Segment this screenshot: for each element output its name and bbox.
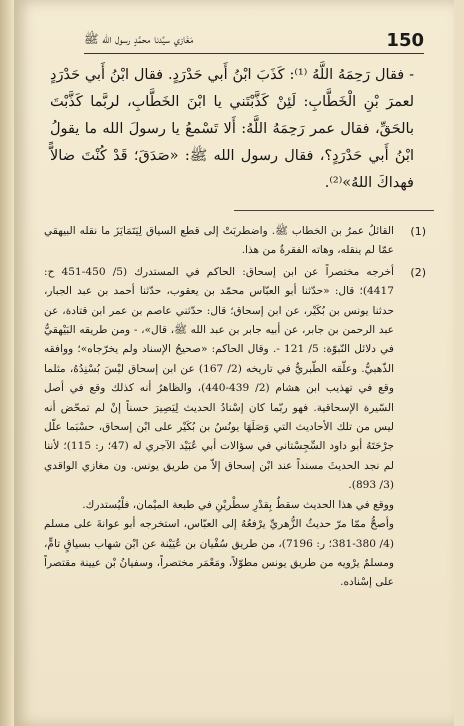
footnote-number: (2): [410, 265, 426, 279]
running-head: مَغَازي سيِّدنا محمَّدٍ رسول الله ﷺ: [84, 32, 194, 46]
page-header: [44, 24, 424, 54]
footnote-text: ووقع في هذا الحديث سقطٌ بِقدْرِ سطْريْنِ في طبعة الميْمان، فلْيُستدرك.: [82, 498, 394, 511]
footnote-text: وأصحُّ ممّا مرّ حديثُ الزُّهريِّ يرْفعُهُ إلى العبّاس، استخرجه أبو عوانةَ على مسلم (4/ 380-381؛ ر: 7196)، من طريق سُفْيان بن عُيَيْنة عن ابْن شهاب بسياقٍ تامٍّ، ومسلمٌ يرْويه من طريق يونس مطوّلاً، ومَعْمَر مختصراً، وسفيانُ بْن عيينة مقتصراً على إسْناده.: [44, 518, 394, 589]
footnote-2: [44, 263, 426, 593]
book-page: [14, 0, 454, 726]
footnote-separator: [234, 210, 434, 211]
main-paragraph: - فقال رَحِمَهُ اللَّهُ ⁽¹⁾: كَذَبَ ابْنُ أَبي حَدْرَدٍ. فقال ابْنُ أَبي حَدْرَدٍ لعمرَ بْنِ الْخَطَّابِ: لَئِنْ كَذَّبْتَني يا ابْنَ الخَطَّابِ، لربَّما كَذَّبْتَ بالحَقِّ، فقال عمر رَحِمَهُ اللَّهُ: أَلا تَسْمعُ يا رسولَ الله ما يقولُ ابْنُ أَبي حَدْرَدٍ؟، فقال رسول الله ﷺ: «صَدَقَ؛ قَدْ كُنْتَ ضالاًّ فهداكَ اللهُ»⁽²⁾.: [50, 67, 414, 191]
footnote-1: [44, 222, 426, 261]
footnotes: [44, 222, 426, 595]
page-number: 150: [386, 30, 424, 51]
header-rule: [84, 53, 424, 54]
main-text: [50, 62, 414, 197]
footnote-number: (1): [410, 225, 426, 238]
footnote-text: أخرجه مختصراً عن ابن إسحاق: الحاكم في المستدرك (5/ 450-451 ح: 4417)؛ قال: «حدّثنا أبو العبّاس محمّد بن يعقوب، حدّثنا أحمد بن عبد الجبار، حدثنا يونس بن بُكَيْر، عن ابن إسحاق؛ قال: حدّثني عاصم بن عمر ابن قتادة، عن عبد الرحمن بن جابر، عن أبيه جابر بن عبد الله ﷺ، قال»، - ومن طريقه البَيْهقيُّ في دلائل النّبوّة: 5/ 121 -. وقال الحاكم: «صحيحُ الإسناد ولم يخرّجاه»؛ ووافقه الذّهبيُّ. وعلّقه الطّبريُّ في تاريخه (2/ 167) عن ابن إسحاق ليْسَ بُسْنِدُهُ، مثلما وقع في تهذيب ابن هشام (2/ 439-440)، والظاهرُ أنه كذلك وقع في أصل السّيرة الإسحاقية. فهو ربّما كان إسْنادُ الحديث لِيَصِيرَ حسناً إنْ لم تمحّض أنه ليس من تلك الأحاديث التي وَصَلَهَا يونُسُ بن بُكَيْر على ابْن إسحاق، حسْبَما علّل جرْحَتَهُ أبو داود السِّجِسْتاني في سؤالات أبي عُبَيْد الآجري له (47؛ ر: 115)؛ لأننا لم نجد الحديثَ مسنداً عند ابْن إسحاق إلاّ من طريق يونس. ون مغازي الواقدي (3/ 893).: [44, 265, 395, 492]
footnote-text: القائلُ عمرُ بن الخطاب ﷺ. واضطربَتْ إلى قطع السياق لِيَتَمَايَزَ ما نقله البيهقي عمّا لم ينقله، وهاته الفقرةُ من هذا.: [44, 225, 394, 257]
